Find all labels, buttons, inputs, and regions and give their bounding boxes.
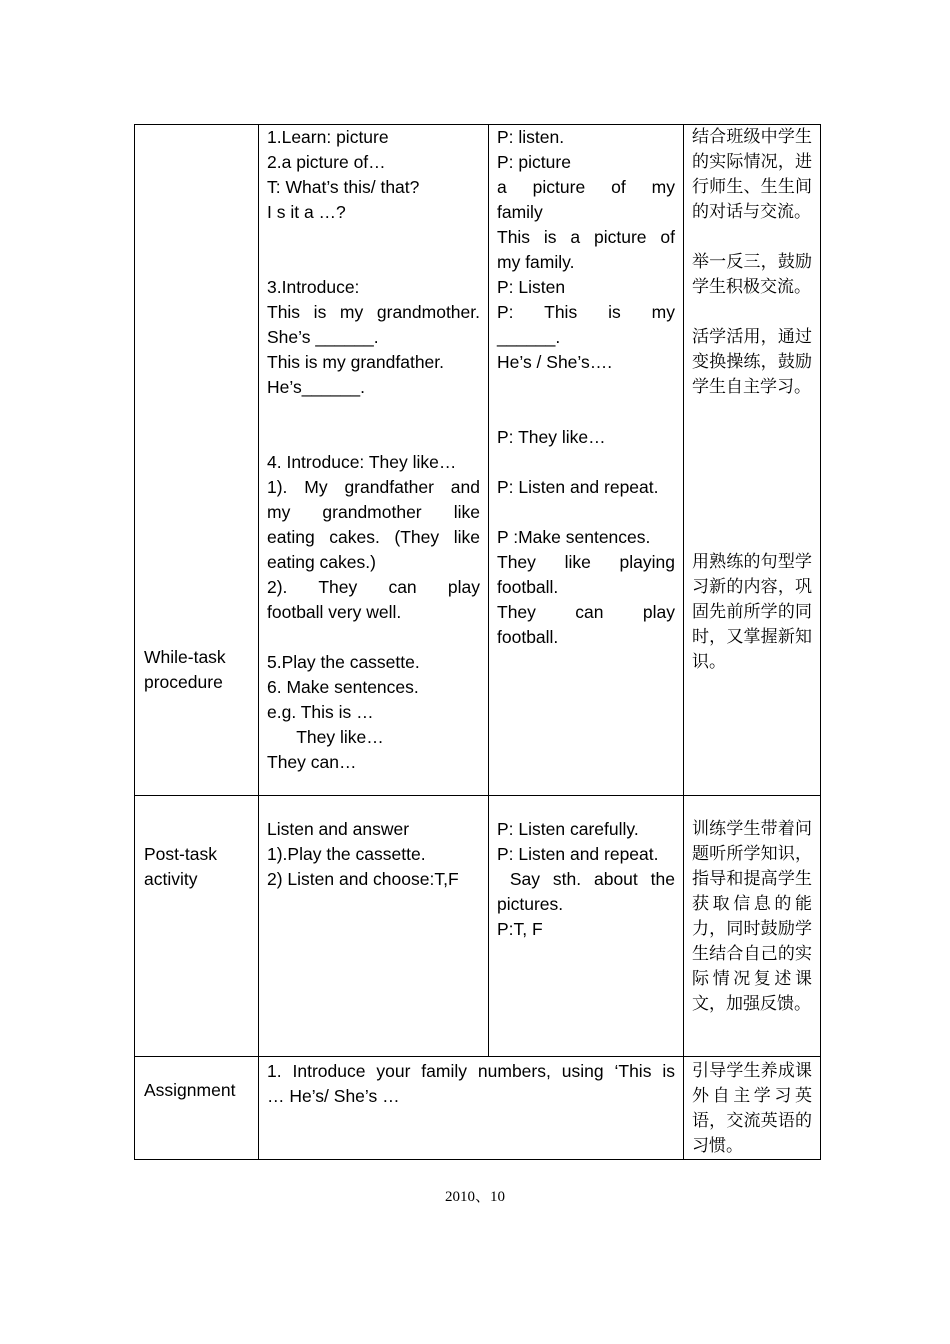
stage-label-line1: While-task — [144, 647, 226, 667]
text-line: … He’s/ She’s … — [267, 1086, 400, 1106]
purpose-text: 引导学生养成课外自主学习英语，交流英语的习惯。 — [692, 1061, 812, 1156]
text-line: He’s______. — [267, 377, 365, 397]
text-line: P: picture — [497, 152, 571, 172]
text-line: my grandmother like — [267, 502, 480, 522]
text-line: She’s ______. — [267, 327, 379, 347]
text-line — [267, 400, 480, 425]
text-line — [267, 625, 480, 650]
text-line: This is my grandfather. — [267, 352, 445, 372]
text-line — [267, 425, 480, 450]
text-line: P: Listen — [497, 277, 566, 297]
text-line: 1. Introduce your family numbers, using ‘This is — [267, 1061, 675, 1081]
text-line: They like… — [267, 727, 384, 747]
text-line: e.g. This is … — [267, 702, 374, 722]
text-line — [267, 225, 480, 250]
while-task-pupil-cell — [489, 125, 684, 796]
pupil-activity-lines — [497, 817, 675, 942]
text-line: football. — [497, 577, 559, 597]
text-line: 1.Learn: picture — [267, 127, 389, 147]
stage-label-line2: procedure — [144, 672, 223, 692]
purpose-text-4: 用熟练的句型学习新的内容，巩固先前所学的同时，又掌握新知识。 — [692, 552, 812, 672]
text-line: 2) Listen and choose:T,F — [267, 869, 459, 889]
footer-date: 2010、10 — [444, 1189, 505, 1205]
post-task-teacher-cell — [259, 796, 489, 1057]
assignment-lines — [267, 1059, 675, 1109]
text-line: eating cakes. (They like — [267, 527, 480, 547]
while-task-purpose-cell — [684, 125, 821, 796]
text-line: ______. — [497, 327, 561, 347]
text-line: I s it a …? — [267, 202, 346, 222]
text-line: football. — [497, 627, 559, 647]
text-line: P: This is my — [497, 302, 675, 322]
purpose-text-3: 活学活用，通过变换操练，鼓励学生自主学习。 — [692, 327, 812, 397]
teacher-activity-lines — [267, 817, 480, 892]
post-task-pupil-cell — [489, 796, 684, 1057]
stage-label: Assignment — [144, 1080, 236, 1100]
text-line — [497, 450, 675, 475]
text-line: P: Listen and repeat. — [497, 844, 659, 864]
text-line: 3.Introduce: — [267, 277, 360, 297]
assignment-stage-cell — [135, 1057, 259, 1160]
post-task-stage-cell — [135, 796, 259, 1057]
text-line: This is a picture of — [497, 227, 675, 247]
post-task-purpose-cell — [684, 796, 821, 1057]
assignment-task-cell — [259, 1057, 684, 1160]
teacher-activity-lines — [267, 125, 480, 775]
text-line: eating cakes.) — [267, 552, 376, 572]
text-line: my family. — [497, 252, 575, 272]
assignment-row — [135, 1057, 821, 1160]
purpose-text-2: 举一反三，鼓励学生积极交流。 — [692, 252, 812, 297]
stage-label-line1: Post-task — [144, 844, 217, 864]
text-line: pictures. — [497, 894, 564, 914]
while-task-stage-cell — [135, 125, 259, 796]
text-line: He’s / She’s…. — [497, 352, 613, 372]
text-line — [497, 375, 675, 400]
text-line: football very well. — [267, 602, 402, 622]
while-task-row — [135, 125, 821, 796]
text-line: They like playing — [497, 552, 675, 572]
text-line: P: listen. — [497, 127, 565, 147]
text-line: P: They like… — [497, 427, 606, 447]
while-task-teacher-cell — [259, 125, 489, 796]
text-line: They can… — [267, 752, 357, 772]
stage-label-line2: activity — [144, 869, 198, 889]
text-line — [497, 500, 675, 525]
text-line: 1).Play the cassette. — [267, 844, 426, 864]
text-line: Listen and answer — [267, 819, 410, 839]
pupil-activity-lines — [497, 125, 675, 650]
text-line: a picture of my — [497, 177, 675, 197]
post-task-row — [135, 796, 821, 1057]
text-line: T: What’s this/ that? — [267, 177, 420, 197]
text-line: P :Make sentences. — [497, 527, 651, 547]
text-line: 6. Make sentences. — [267, 677, 419, 697]
purpose-text: 训练学生带着问题听所学知识，指导和提高学生获取信息的能力，同时鼓励学生结合自己的实际情况复述课文，加强反馈。 — [692, 819, 812, 1014]
text-line: P: Listen and repeat. — [497, 477, 659, 497]
text-line: 2.a picture of… — [267, 152, 386, 172]
text-line: family — [497, 202, 543, 222]
text-line: 1). My grandfather and — [267, 477, 480, 497]
text-line: P: Listen carefully. — [497, 819, 639, 839]
assignment-purpose-cell — [684, 1057, 821, 1160]
text-line: 4. Introduce: They like… — [267, 452, 457, 472]
text-line: P:T, F — [497, 919, 543, 939]
text-line: They can play — [497, 602, 675, 622]
text-line — [267, 250, 480, 275]
text-line: 5.Play the cassette. — [267, 652, 420, 672]
text-line: 2). They can play — [267, 577, 480, 597]
lesson-plan-table — [134, 124, 821, 1160]
text-line: Say sth. about the — [497, 869, 675, 889]
text-line: This is my grandmother. — [267, 302, 480, 322]
text-line — [497, 400, 675, 425]
purpose-text-1: 结合班级中学生的实际情况，进行师生、生生间的对话与交流。 — [692, 127, 812, 222]
